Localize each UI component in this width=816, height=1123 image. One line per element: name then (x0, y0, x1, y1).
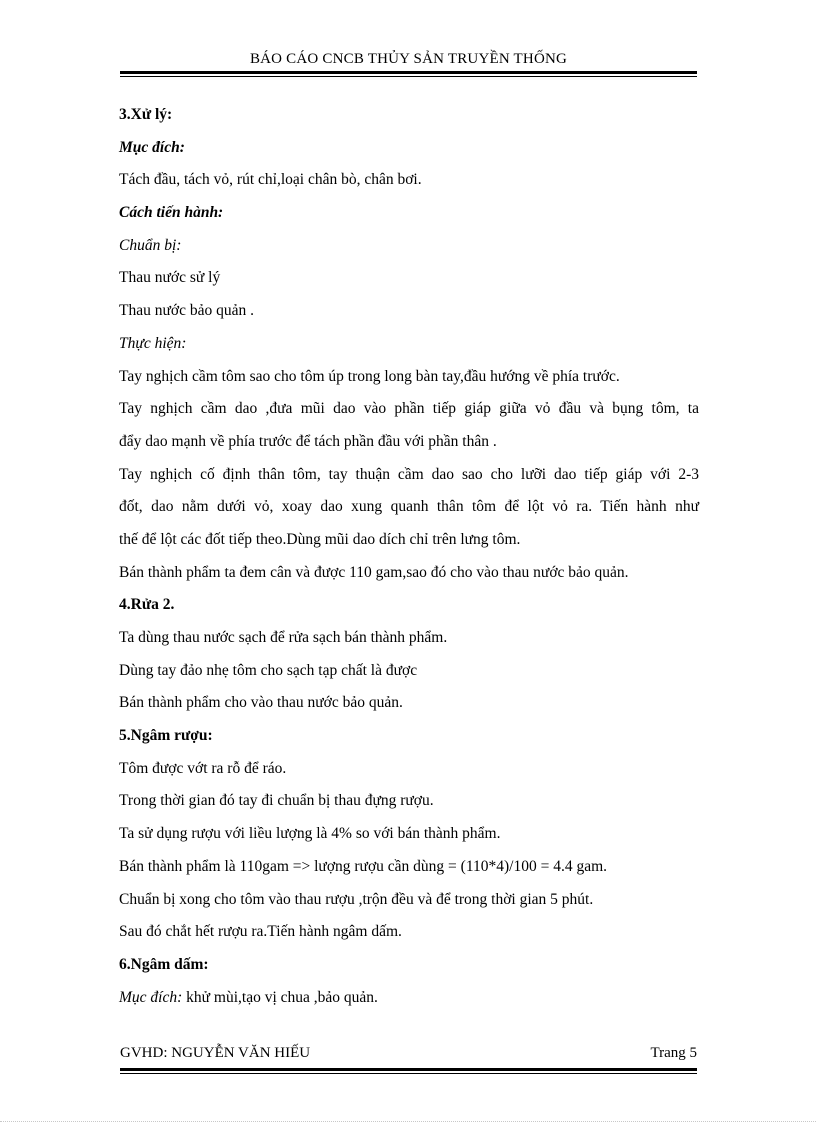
section-6-purpose (119, 982, 699, 1015)
section-5-line: Ta sử dụng rượu với liều lượng là 4% so với bán thành phẩm. (119, 825, 501, 843)
document-body (119, 99, 699, 1014)
section-3-purpose-text: Tách đầu, tách vỏ, rút chỉ,loại chân bò, chân bơi. (119, 171, 422, 189)
section-3-exec-line: Tay nghịch cố định thân tôm, tay thuận cầm dao sao cho lưỡi dao tiếp giáp với 2-3 (119, 465, 699, 483)
section-4-line: Bán thành phẩm cho vào thau nước bảo quản. (119, 694, 403, 712)
section-3-method-label: Cách tiến hành: (119, 204, 224, 222)
section-6-purpose-text: khử mùi,tạo vị chua ,bảo quản. (182, 988, 378, 1006)
section-3-exec-line: Tay nghịch cầm dao ,đưa mũi dao vào phần tiếp giáp giữa vỏ đầu và bụng tôm, ta (119, 400, 699, 418)
section-5-line: Bán thành phẩm là 110gam => lượng rượu cần dùng = (110*4)/100 = 4.4 gam. (119, 857, 608, 875)
section-3-purpose-label: Mục đích: (119, 138, 185, 156)
section-5-line: Tôm được vớt ra rỗ để ráo. (119, 759, 287, 777)
section-6-purpose-label: Mục đích: (119, 988, 183, 1006)
section-3-exec-line: Tay nghịch cầm tôm sao cho tôm úp trong long bàn tay,đầu hướng về phía trước. (119, 367, 620, 385)
section-4-line: Ta dùng thau nước sạch để rửa sạch bán thành phẩm. (119, 629, 448, 646)
section-3-prep-item: Thau nước bảo quản . (119, 302, 254, 320)
section-6-heading: 6.Ngâm dấm: (119, 955, 209, 973)
section-3-exec-line: đốt, dao nằm dưới vỏ, xoay dao xung quanh thân tôm để lột vỏ ra. Tiến hành như (119, 498, 699, 516)
footer-instructor: GVHD: NGUYỄN VĂN HIẾU (120, 1045, 311, 1061)
section-3-exec-label: Thực hiện: (119, 334, 187, 352)
section-5-line: Sau đó chắt hết rượu ra.Tiến hành ngâm dấm. (119, 923, 402, 941)
section-4-heading: 4.Rửa 2. (119, 596, 175, 614)
header-divider (120, 71, 697, 77)
section-5-line: Trong thời gian đó tay đi chuẩn bị thau đựng rượu. (119, 792, 434, 810)
page-edge-divider (0, 1121, 816, 1122)
section-3-exec-line: thế để lột các đốt tiếp theo.Dùng mũi dao dích chỉ trên lưng tôm. (119, 530, 521, 548)
footer-divider (120, 1068, 697, 1074)
section-5-heading: 5.Ngâm rượu: (119, 727, 213, 745)
section-3-heading: 3.Xử lý: (119, 106, 173, 123)
footer-page-number: Trang 5 (650, 1045, 697, 1061)
section-4-line: Dùng tay đảo nhẹ tôm cho sạch tạp chất là được (119, 661, 418, 679)
section-5-line: Chuẩn bị xong cho tôm vào thau rượu ,trộn đều và để trong thời gian 5 phút. (119, 890, 594, 908)
section-3-exec-line: đẩy dao mạnh về phía trước để tách phần đầu với phần thân . (119, 432, 497, 450)
header-title: BÁO CÁO CNCB THỦY SẢN TRUYỀN THỐNG (249, 51, 568, 67)
section-3-exec-line: Bán thành phẩm ta đem cân và được 110 gam,sao đó cho vào thau nước bảo quản. (119, 563, 629, 581)
section-3-prep-label: Chuẩn bị: (119, 236, 182, 254)
section-3-prep-item: Thau nước sử lý (119, 269, 221, 287)
